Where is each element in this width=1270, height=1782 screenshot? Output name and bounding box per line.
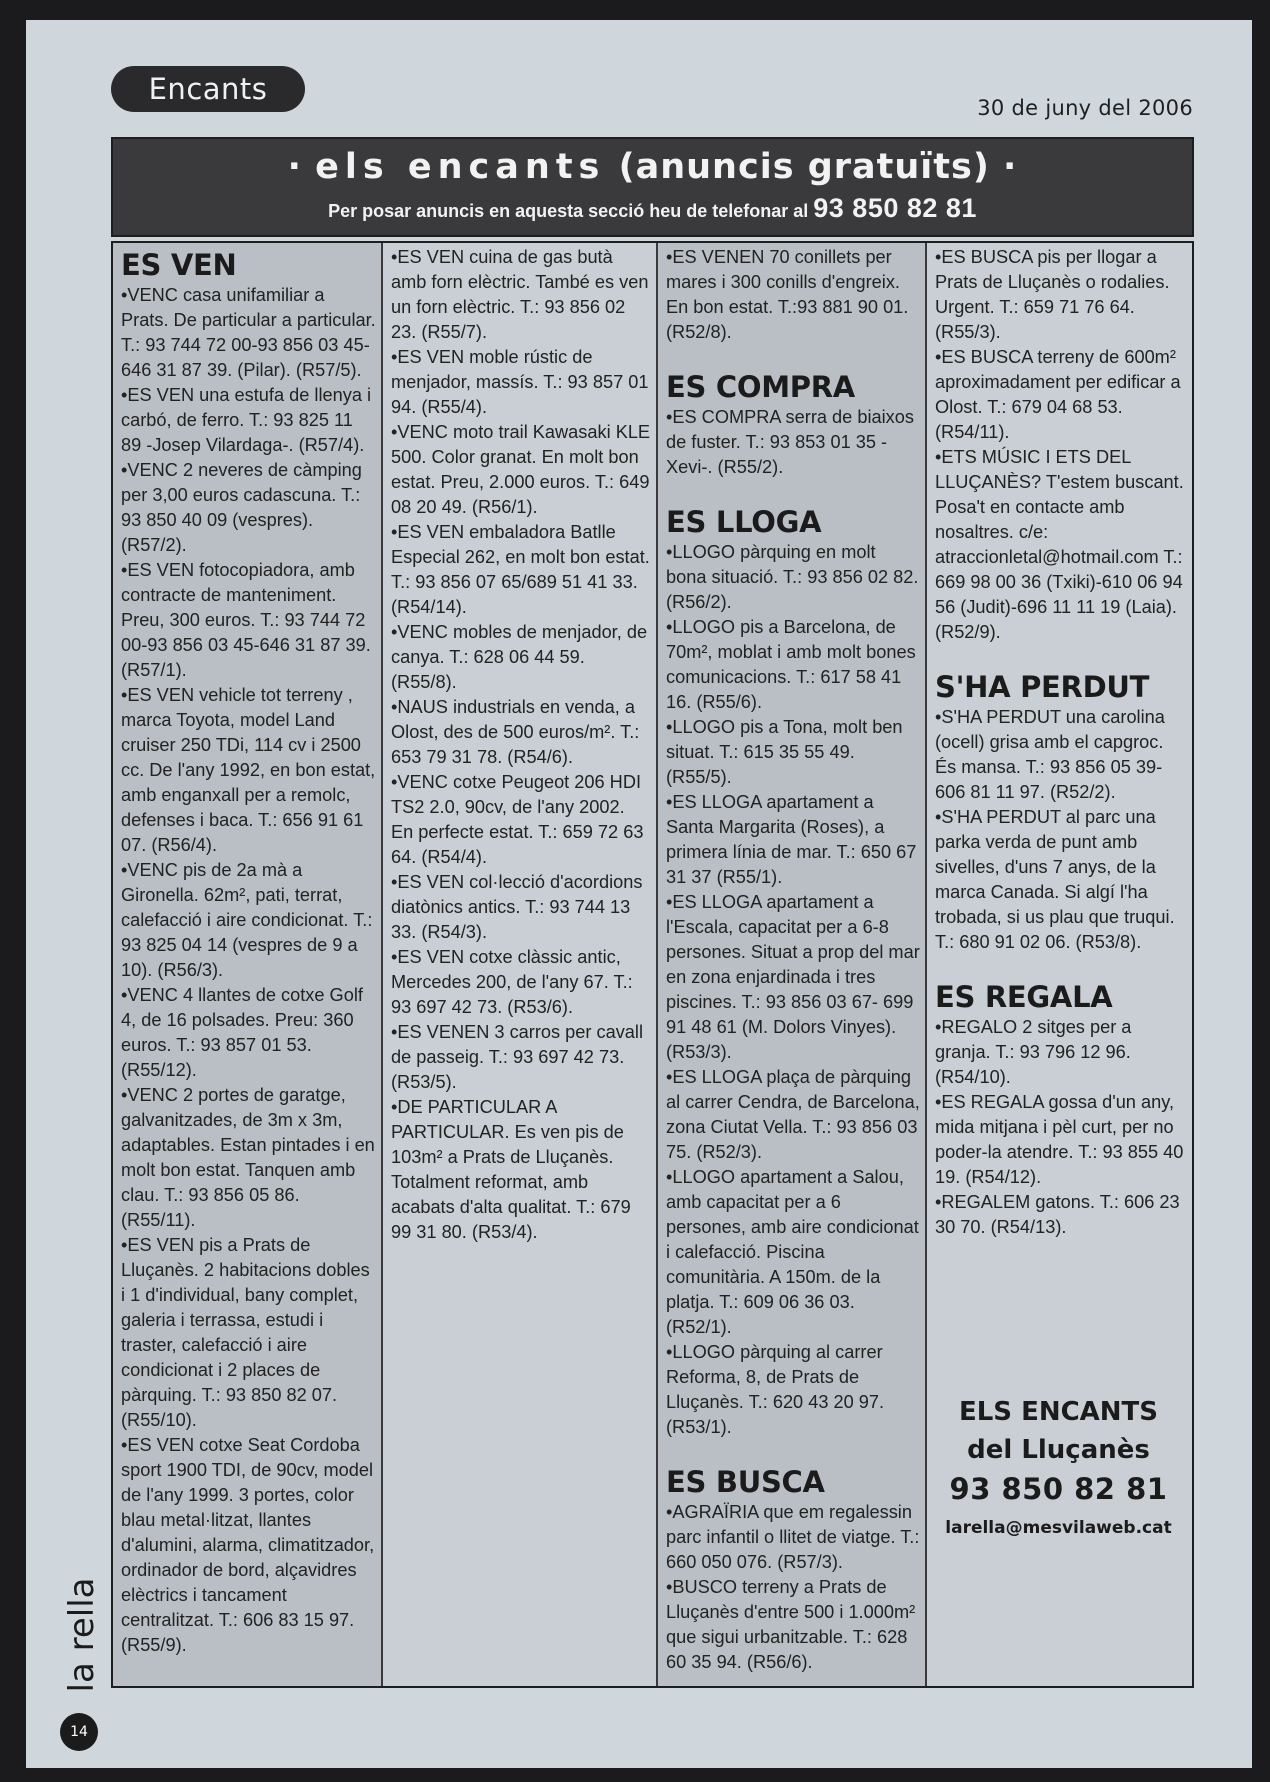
title-spaced: els encants [315, 147, 606, 187]
heading-es-regala: ES REGALA [935, 980, 1113, 1014]
classified-ad: •ES VEN una estufa de llenya i carbó, de ferro. T.: 93 825 11 89 -Josep Vilardaga-. (R57/4). [121, 385, 372, 455]
classified-ad: •ES VEN col·lecció d'acordions diatònics antics. T.: 93 744 13 33. (R54/3). [391, 872, 643, 942]
classified-ad: •LLOGO pàrquing al carrer Reforma, 8, de Prats de Lluçanès. T.: 620 43 20 97. (R53/1). [666, 1342, 885, 1437]
classified-ad: •VENC 2 neveres de càmping per 3,00 euros cadascuna. T.: 93 850 40 09 (vespres). (R57/2). [121, 460, 362, 555]
heading-es-compra: ES COMPRA [666, 370, 855, 404]
banner-phone: 93 850 82 81 [813, 193, 977, 223]
banner-subtitle-text: Per posar anuncis en aquesta secció heu de telefonar al [328, 201, 809, 221]
banner-title [113, 147, 1192, 187]
classified-ad: •VENC 2 portes de garatge, galvanitzades, de 3m x 3m, adaptables. Estan pintades i en molt bon estat. Tanquen amb clau. T.: 93 856 05 86. (R55/11). [121, 1085, 375, 1230]
classified-ad: •ES VEN embaladora Batlle Especial 262, en molt bon estat. T.: 93 856 07 65/689 51 41 33. (R54/14). [391, 522, 650, 617]
page-number: 14 [60, 1713, 98, 1751]
heading-es-busca: ES BUSCA [666, 1465, 825, 1499]
promo-title: ELS ENCANTS [958, 1397, 1159, 1427]
publication-name-text: la rella [62, 1577, 102, 1693]
column-3 [656, 243, 926, 1686]
title-dot-right: · [1003, 147, 1018, 187]
title-rest: (anuncis gratuïts) [618, 147, 990, 187]
classified-ad: •ES BUSCA terreny de 600m² aproximadament per edificar a Olost. T.: 679 04 68 53. (R54/11). [935, 347, 1181, 442]
classified-ad: •VENC moto trail Kawasaki KLE 500. Color granat. En molt bon estat. Preu, 2.000 euros. T.: 649 08 20 49. (R56/1). [391, 422, 651, 517]
classified-ad: •ES VENEN 70 conillets per mares i 300 conills d'engreix. En bon estat. T.:93 881 90 01. (R52/8). [666, 247, 909, 342]
classified-ad: •REGALEM gatons. T.: 606 23 30 70. (R54/13). [935, 1192, 1180, 1237]
issue-date: 30 de juny del 2006 [977, 96, 1193, 120]
classified-ad: •AGRAÏRIA que em regalessin parc infantil o llitet de viatge. T.: 660 050 076. (R57/3). [666, 1502, 920, 1572]
classified-ad: •ES LLOGA plaça de pàrquing al carrer Cendra, de Barcelona, zona Ciutat Vella. T.: 93 856 03 75. (R52/3). [666, 1067, 920, 1162]
heading-es-ven: ES VEN [121, 248, 237, 282]
classified-ad: •VENC 4 llantes de cotxe Golf 4, de 16 polsades. Preu: 360 euros. T.: 93 857 01 53. (R55/12). [121, 985, 363, 1080]
classified-ad: •VENC cotxe Peugeot 206 HDI TS2 2.0, 90cv, de l'any 2002. En perfecte estat. T.: 659 72 63 64. (R54/4). [391, 772, 644, 867]
classified-ad: •ES VEN fotocopiadora, amb contracte de manteniment. Preu, 300 euros. T.: 93 744 72 00-93 856 03 45-646 31 87 39. (R57/1). [121, 560, 371, 680]
classified-ad: •ES BUSCA pis per llogar a Prats de Lluçanès o rodalies. Urgent. T.: 659 71 76 64. (R55/3). [935, 247, 1170, 342]
publication-name [59, 1577, 105, 1693]
promo-block [925, 1383, 1192, 1543]
classified-ad: •S'HA PERDUT una carolina (ocell) grisa amb el capgroc. És mansa. T.: 93 856 05 39-606 81 11 97. (R52/2). [935, 707, 1165, 802]
classified-ad: •ES COMPRA serra de biaixos de fuster. T.: 93 853 01 35 -Xevi-. (R55/2). [666, 407, 914, 477]
classified-ad: •ES VEN cotxe Seat Cordoba sport 1900 TDI, de 90cv, model de l'any 1999. 3 portes, color blau metal·litzat, llantes d'alumini, alarma, climatitzador, ordinador de bord, alçavidres elèctrics i tancament centralitzat. T.: 606 83 15 97. (R55/9). [121, 1435, 375, 1655]
classified-ad: •ES VEN pis a Prats de Lluçanès. 2 habitacions dobles i 1 d'individual, bany complet, galeria i terrassa, estudi i traster, calefacció i aire condicionat i 2 places de pàrquing. T.: 93 850 82 07. (R55/10). [121, 1235, 370, 1430]
banner-subtitle [113, 193, 1192, 224]
classified-ad: •ES VEN cotxe clàssic antic, Mercedes 200, de l'any 67. T.: 93 697 42 73. (R53/6). [391, 947, 633, 1017]
classified-ad: •LLOGO apartament a Salou, amb capacitat per a 6 persones, amb aire condicionat i calefacció. Piscina comunitària. A 150m. de la platja. T.: 609 06 36 03. (R52/1). [666, 1167, 919, 1337]
title-dot-left: · [287, 147, 302, 187]
classified-ad: •VENC pis de 2a mà a Gironella. 62m², pati, terrat, calefacció i aire condicionat. T.: 93 825 04 14 (vespres de 9 a 10). (R56/3). [121, 860, 373, 980]
classified-ad: •BUSCO terreny a Prats de Lluçanès d'entre 500 i 1.000m² que sigui urbanitzable. T.: 628 60 35 94. (R56/6). [666, 1577, 916, 1672]
promo-email: larella@mesvilaweb.cat [945, 1518, 1172, 1538]
column-1 [113, 243, 382, 1686]
classified-ad: •ES LLOGA apartament a l'Escala, capacitat per a 6-8 persones. Situat a prop del mar en zona enjardinada i tres piscines. T.: 93 856 03 67- 699 91 48 61 (M. Dolors Vinyes). (R53/3). [666, 892, 920, 1062]
classified-ad: •REGALO 2 sitges per a granja. T.: 93 796 12 96. (R54/10). [935, 1017, 1132, 1087]
newspaper-page [26, 20, 1252, 1768]
promo-subtitle: del Lluçanès [967, 1435, 1150, 1465]
classified-ad: •ES VEN moble rústic de menjador, massís. T.: 93 857 01 94. (R55/4). [391, 347, 649, 417]
column-2 [381, 243, 657, 1686]
classified-ad: •ES VEN vehicle tot terreny , marca Toyota, model Land cruiser 250 TDi, 114 cv i 2500 cc. De l'any 1992, en bon estat, amb enganxall per a remolc, defenses i baca. T.: 656 91 61 07. (R56/4). [121, 685, 376, 855]
heading-es-lloga: ES LLOGA [666, 505, 822, 539]
classified-ad: •ES LLOGA apartament a Santa Margarita (Roses), a primera línia de mar. T.: 650 67 31 37 (R55/1). [666, 792, 917, 887]
section-tab: Encants [111, 66, 305, 112]
classified-ad: •ES VEN cuina de gas butà amb forn elèctric. També es ven un forn elèctric. T.: 93 856 02 23. (R55/7). [391, 247, 649, 342]
classifieds-grid [111, 241, 1194, 1688]
classified-ad: •LLOGO pis a Tona, molt ben situat. T.: 615 35 55 49. (R55/5). [666, 717, 903, 787]
heading-sha-perdut: S'HA PERDUT [935, 670, 1150, 704]
classified-ad: •S'HA PERDUT al parc una parka verda de punt amb sivelles, d'uns 7 anys, de la marca Canada. Si algí l'ha trobada, si us plau que truqui. T.: 680 91 02 06. (R53/8). [935, 807, 1175, 952]
classified-ad: •VENC mobles de menjador, de canya. T.: 628 06 44 59. (R55/8). [391, 622, 648, 692]
classified-ad: •ES VENEN 3 carros per cavall de passeig. T.: 93 697 42 73. (R53/5). [391, 1022, 643, 1092]
classified-ad: •ES REGALA gossa d'un any, mida mitjana i pèl curt, per no poder-la atendre. T.: 93 855 40 19. (R54/12). [935, 1092, 1184, 1187]
classified-ad: •VENC casa unifamiliar a Prats. De particular a particular. T.: 93 744 72 00-93 856 03 45-646 31 87 39. (Pilar). (R57/5). [121, 285, 376, 380]
classified-ad: •LLOGO pis a Barcelona, de 70m², moblat i amb molt bones comunicacions. T.: 617 58 41 16. (R55/6). [666, 617, 916, 712]
classified-ad: •NAUS industrials en venda, a Olost, des de 500 euros/m². T.: 653 79 31 78. (R54/6). [391, 697, 640, 767]
promo-phone: 93 850 82 81 [949, 1472, 1168, 1506]
classified-ad: •ETS MÚSIC I ETS DEL LLUÇANÈS? T'estem buscant. Posa't en contacte amb nosaltres. c/e: atraccionletal@hotmail.com T.: 669 98 00 36 (Txiki)-610 06 94 56 (Judit)-696 11 11 19 (Laia). (R52/9). [935, 447, 1184, 642]
classified-ad: •DE PARTICULAR A PARTICULAR. Es ven pis de 103m² a Prats de Lluçanès. Totalment reformat, amb acabats d'alta qualitat. T.: 679 99 31 80. (R53/4). [391, 1097, 631, 1242]
classified-ad: •LLOGO pàrquing en molt bona situació. T.: 93 856 02 82. (R56/2). [666, 542, 919, 612]
section-banner [111, 137, 1194, 237]
